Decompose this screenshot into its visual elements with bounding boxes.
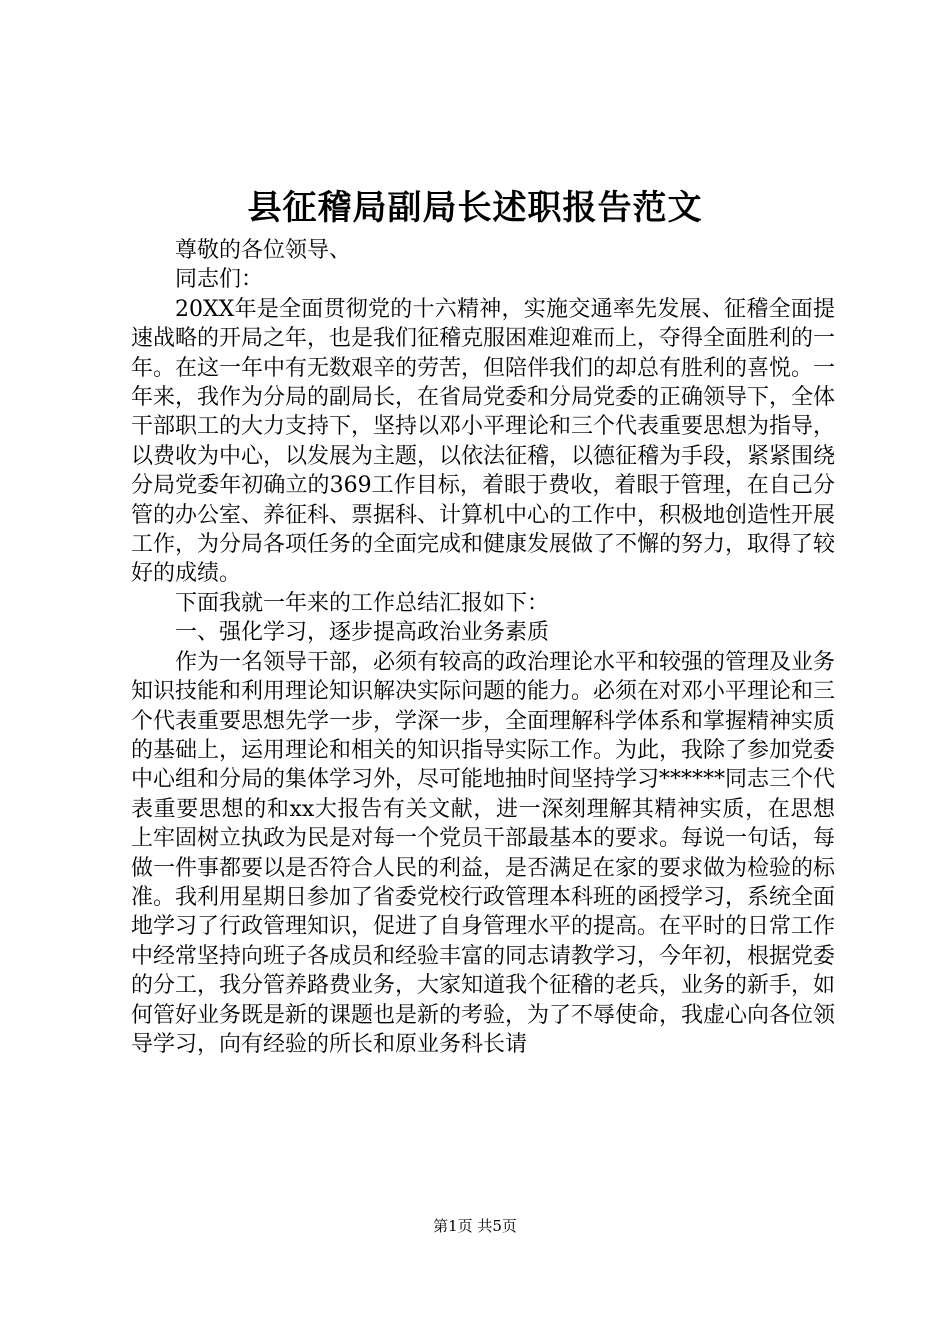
document-title: 县征稽局副局长述职报告范文 bbox=[247, 188, 703, 228]
section-heading: 一、强化学习，逐步提高政治业务素质 bbox=[175, 620, 550, 646]
body-paragraph: 下面我就一年来的工作总结汇报如下： bbox=[175, 590, 550, 616]
document-body bbox=[131, 236, 835, 1059]
salutation-line-2: 同志们： bbox=[175, 267, 264, 293]
body-paragraph: 作为一名领导干部，必须有较高的政治理论水平和较强的管理及业务知识技能和利用理论知识解决实际问题的能力。必须在对邓小平理论和三个代表重要思想先学一步，学深一步，全面理解科学体系和掌握精神实质的基础上，运用理论和相关的知识指导实际工作。为此，我除了参加党委中心组和分局的集体学习外，尽可能地抽时间坚持学习******同志三个代表重要思想的和xx大报告有关文献，进一深刻理解其精神实质，在思想上牢固树立执政为民是对每一个党员干部最基本的要求。每说一句话，每做一件事都要以是否符合人民的利益，是否满足在家的要求做为检验的标准。我利用星期日参加了省委党校行政管理本科班的函授学习，系统全面地学习了行政管理知识，促进了自身管理水平的提高。在平时的日常工作中经常坚持向班子各成员和经验丰富的同志请教学习，今年初，根据党委的分工，我分管养路费业务，大家知道我个征稽的老兵，业务的新手，如何管好业务既是新的课题也是新的考验，为了不辱使命，我虚心向各位领导学习，向有经验的所长和原业务科长请 bbox=[131, 649, 836, 1057]
salutation-line-1: 尊敬的各位领导、 bbox=[175, 238, 352, 263]
body-paragraph: 20XX年是全面贯彻党的十六精神，实施交通率先发展、征稽全面提速战略的开局之年，也是我们征稽克服困难迎难而上，夺得全面胜利的一年。在这一年中有无数艰辛的劳苦，但陪伴我们的却总有胜利的喜悦。一年来，我作为分局的副局长，在省局党委和分局党委的正确领导下，全体干部职工的大力支持下，坚持以邓小平理论和三个代表重要思想为指导，以费收为中心，以发展为主题，以依法征稽，以德征稽为手段，紧紧围绕分局党委年初确立的369工作目标，着眼于费收，着眼于管理，在自己分管的办公室、养征科、票据科、计算机中心的工作中，积极地创造性开展工作，为分局各项任务的全面完成和健康发展做了不懈的努力，取得了较好的成绩。 bbox=[131, 296, 836, 587]
page-footer: 第1页 共5页 bbox=[433, 1217, 517, 1235]
